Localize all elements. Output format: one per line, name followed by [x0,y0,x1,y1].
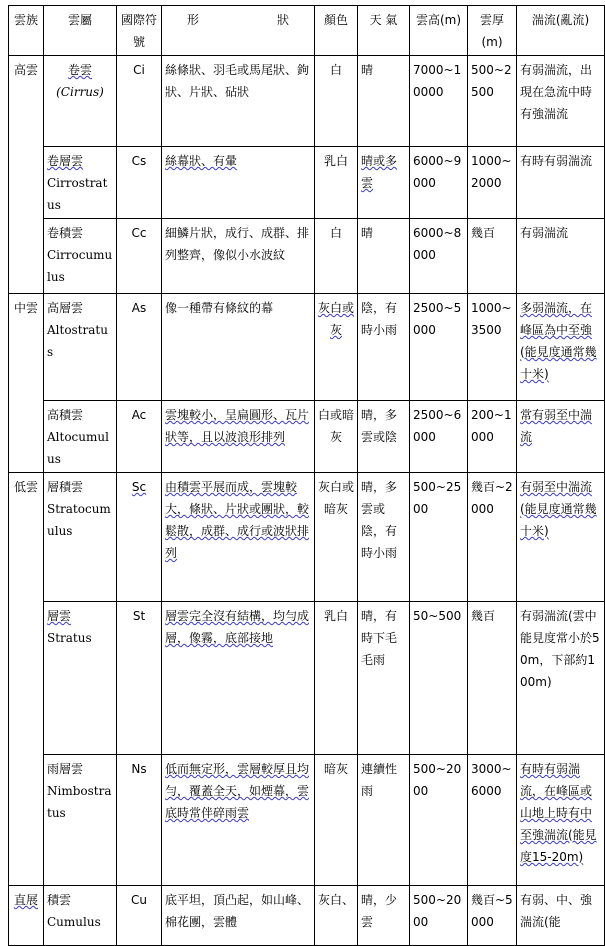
height-cell: 2500~6000 [410,401,468,473]
family-vertical: 直展 [9,886,44,946]
weather-cell: 陰，有時小雨 [358,294,410,401]
genus-cell [44,56,117,147]
shape-cell: 雲塊較小，呈扁圓形、瓦片狀等，且以波浪形排列 [162,401,315,473]
weather-cell: 晴 [358,219,410,294]
shape-cell: 底平坦，頂凸起，如山峰、棉花團，雲體 [162,886,315,946]
genus-zh: 卷層雲 [47,154,84,168]
thickness-cell: 3000~6000 [468,755,517,886]
symbol-cell: Ci [117,56,162,147]
color-cell: 乳白 [315,147,358,219]
table-row [9,886,605,946]
turbulence-cell: 有弱湍流(雲中能見度常小於50m，下部約100m) [517,602,605,755]
symbol-cell: Ac [117,401,162,473]
header-height: 雲高(m) [410,6,468,56]
header-family: 雲族 [9,6,44,56]
shape-cell: 絲條狀、羽毛或馬尾狀、鉤狀、片狀、砧狀 [162,56,315,147]
table-row [9,401,605,473]
thickness-cell: 500~2500 [468,56,517,147]
color-cell: 灰白、 [315,886,358,946]
thickness-cell: 幾百 [468,219,517,294]
weather-cell: 晴，多雲或陰，有時小雨 [358,473,410,602]
turbulence-cell: 常有弱至中湍流 [517,401,605,473]
turbulence-cell: 有弱、中、強湍流(能 [517,886,605,946]
thickness-cell: 幾百~5000 [468,886,517,946]
genus-en: Cirrocumulus [47,248,113,284]
header-genus: 雲屬 [44,6,117,56]
shape-cell: 層雲完全沒有結構，均勻成層，像霧，底部接地 [162,602,315,755]
genus-zh: 層積雲 [47,480,84,494]
shape-cell: 像一種帶有條紋的幕 [162,294,315,401]
header-color: 顏色 [315,6,358,56]
shape-cell: 絲幕狀、有暈 [162,147,315,219]
header-shape [162,6,315,56]
symbol-cell: As [117,294,162,401]
turbulence-cell: 有弱湍流 [517,219,605,294]
shape-cell: 低而無定形，雲層較厚且均勻，覆蓋全天，如煙幕，雲底時常伴碎雨雲 [162,755,315,886]
height-cell: 2500~5000 [410,294,468,401]
genus-en: Stratocumulus [47,502,111,538]
table-row [9,294,605,401]
weather-cell: 晴，少雲 [358,886,410,946]
height-cell: 6000~8000 [410,219,468,294]
weather-cell: 晴，多雲或陰 [358,401,410,473]
color-cell: 白 [315,219,358,294]
thickness-cell: 1000~2000 [468,147,517,219]
color-cell: 白 [315,56,358,147]
cloud-classification-table [8,5,605,946]
color-cell: 乳白 [315,602,358,755]
symbol-cell: Cc [117,219,162,294]
table-row [9,602,605,755]
genus-cell [44,602,117,755]
header-shape-left: 形 [187,13,200,27]
turbulence-cell: 有時有弱湍流 [517,147,605,219]
genus-cell [44,886,117,946]
shape-cell: 由積雲平展而成，雲塊較大，條狀、片狀或團狀，較鬆散，成群、成行或波狀排列 [162,473,315,602]
thickness-cell: 200~1000 [468,401,517,473]
weather-cell: 晴 [358,56,410,147]
symbol-cell: Sc [117,473,162,602]
height-cell: 500~2500 [410,473,468,602]
genus-cell [44,219,117,294]
genus-en: Stratus [47,631,92,645]
genus-en: Nimbostratus [47,784,112,820]
genus-zh: 高積雲 [47,408,84,422]
color-cell: 白或暗灰 [315,401,358,473]
header-shape-right: 狀 [276,13,289,27]
turbulence-cell: 有弱湍流，出現在急流中時有強湍流 [517,56,605,147]
header-weather: 天 氣 [358,6,410,56]
genus-cell [44,294,117,401]
genus-zh: 卷積雲 [47,226,84,240]
shape-cell: 細鱗片狀，成行、成群、排列整齊，像似小水波紋 [162,219,315,294]
weather-cell: 晴，有時下毛毛雨 [358,602,410,755]
table-row [9,56,605,147]
genus-en: (Cirrus) [56,85,104,99]
color-cell: 灰白或灰 [315,294,358,401]
genus-zh: 層雲 [47,609,72,623]
turbulence-cell: 多弱湍流，在峰區為中至強(能見度通常幾十米) [517,294,605,401]
color-cell: 暗灰 [315,755,358,886]
genus-en: Cirrostratus [47,176,108,212]
header-thickness: 雲厚(m) [468,6,517,56]
genus-zh: 高層雲 [47,301,84,315]
genus-cell [44,401,117,473]
table-row [9,473,605,602]
thickness-cell: 1000~3500 [468,294,517,401]
family-middle: 中雲 [9,294,44,473]
height-cell: 7000~10000 [410,56,468,147]
thickness-cell: 幾百 [468,602,517,755]
height-cell: 500~2000 [410,886,468,946]
genus-cell [44,755,117,886]
height-cell: 50~500 [410,602,468,755]
header-row [9,6,605,56]
thickness-cell: 幾百~2000 [468,473,517,602]
table-row [9,755,605,886]
color-cell: 灰白或暗灰 [315,473,358,602]
family-high: 高雲 [9,56,44,294]
weather-cell: 晴或多雲 [358,147,410,219]
height-cell: 500~2000 [410,755,468,886]
symbol-cell: Cu [117,886,162,946]
symbol-cell: St [117,602,162,755]
genus-zh: 積雲 [47,893,72,907]
genus-cell [44,473,117,602]
turbulence-cell: 有時有弱湍流，在峰區或山地上時有中至強湍流(能見度15-20m) [517,755,605,886]
genus-zh: 雨層雲 [47,762,84,776]
height-cell: 6000~9000 [410,147,468,219]
genus-cell [44,147,117,219]
genus-en: Cumulus [47,915,101,929]
genus-zh: 卷雲 [67,63,92,77]
table-row [9,147,605,219]
symbol-cell: Cs [117,147,162,219]
header-symbol: 國際符號 [117,6,162,56]
weather-cell: 連續性雨 [358,755,410,886]
header-turbulence: 湍流(亂流) [517,6,605,56]
family-low: 低雲 [9,473,44,886]
table-row [9,219,605,294]
genus-en: Altostratus [47,323,108,359]
symbol-cell: Ns [117,755,162,886]
genus-en: Altocumulus [47,430,109,466]
turbulence-cell: 有弱至中湍流(能見度通常幾十米) [517,473,605,602]
